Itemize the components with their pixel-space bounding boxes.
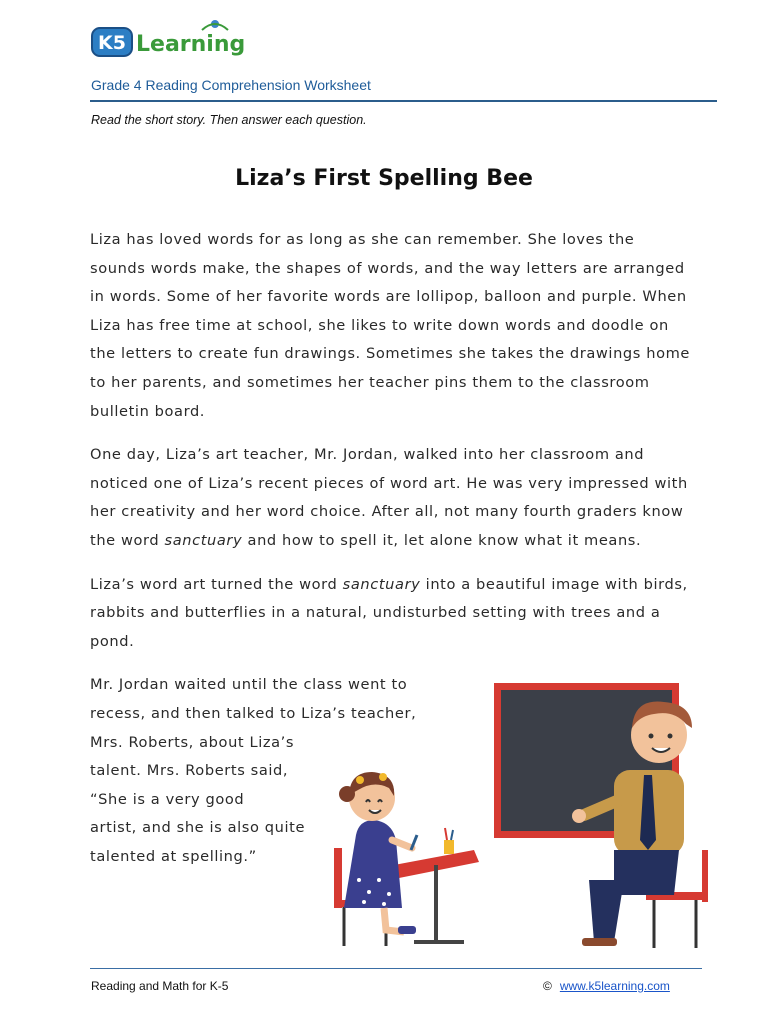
logo-learning-text: Learning xyxy=(136,32,246,57)
story-paragraph-2: One day, Liza’s art teacher, Mr. Jordan, walked into her classroom and noticed one of Liza’s recent pieces of word art. He was very impressed with her creativity and her word choice. After all, not many fourth graders know the word sanctuary and how to spell it, let alone know what it means. xyxy=(90,446,688,549)
copyright-symbol: © xyxy=(543,979,552,993)
footer-divider xyxy=(90,968,702,969)
story-paragraph-3: Liza’s word art turned the word sanctuary into a beautiful image with birds, rabbits and butterflies in a natural, undisturbed setting with trees and a pond. xyxy=(90,575,688,650)
girl-dress xyxy=(344,820,402,908)
instructions: Read the short story. Then answer each question. xyxy=(91,113,367,127)
footer-credit xyxy=(543,979,670,993)
footer-website-link[interactable]: www.k5learning.com xyxy=(559,979,670,993)
story-title: Liza’s First Spelling Bee xyxy=(235,166,533,191)
worksheet-subtitle: Grade 4 Reading Comprehension Worksheet xyxy=(91,77,371,93)
story-paragraph-1: Liza has loved words for as long as she can remember. She loves the sounds words make, the shapes of words, and the way letters are arranged in words. Some of her favorite words are lollipop, balloon and purple. When Liza has free time at school, she likes to write down words and doodle on the letters to create fun drawings. Sometimes she takes the drawings home to her parents, and sometimes her teacher pins them to the classroom bulletin board. xyxy=(90,231,691,420)
classroom-illustration xyxy=(314,680,724,950)
logo-k5-text: K5 xyxy=(98,32,126,54)
footer-tagline: Reading and Math for K-5 xyxy=(91,979,229,993)
story-paragraph-4: Mr. Jordan waited until the class went to recess, and then talked to Liza’s teacher, Mrs. Roberts, about Liza’s talent. Mrs. Roberts said, “She is a very good artist, and she is also quite talented at spelling.” xyxy=(90,676,417,865)
k5-learning-logo[interactable] xyxy=(90,16,260,62)
header-divider xyxy=(90,100,717,102)
